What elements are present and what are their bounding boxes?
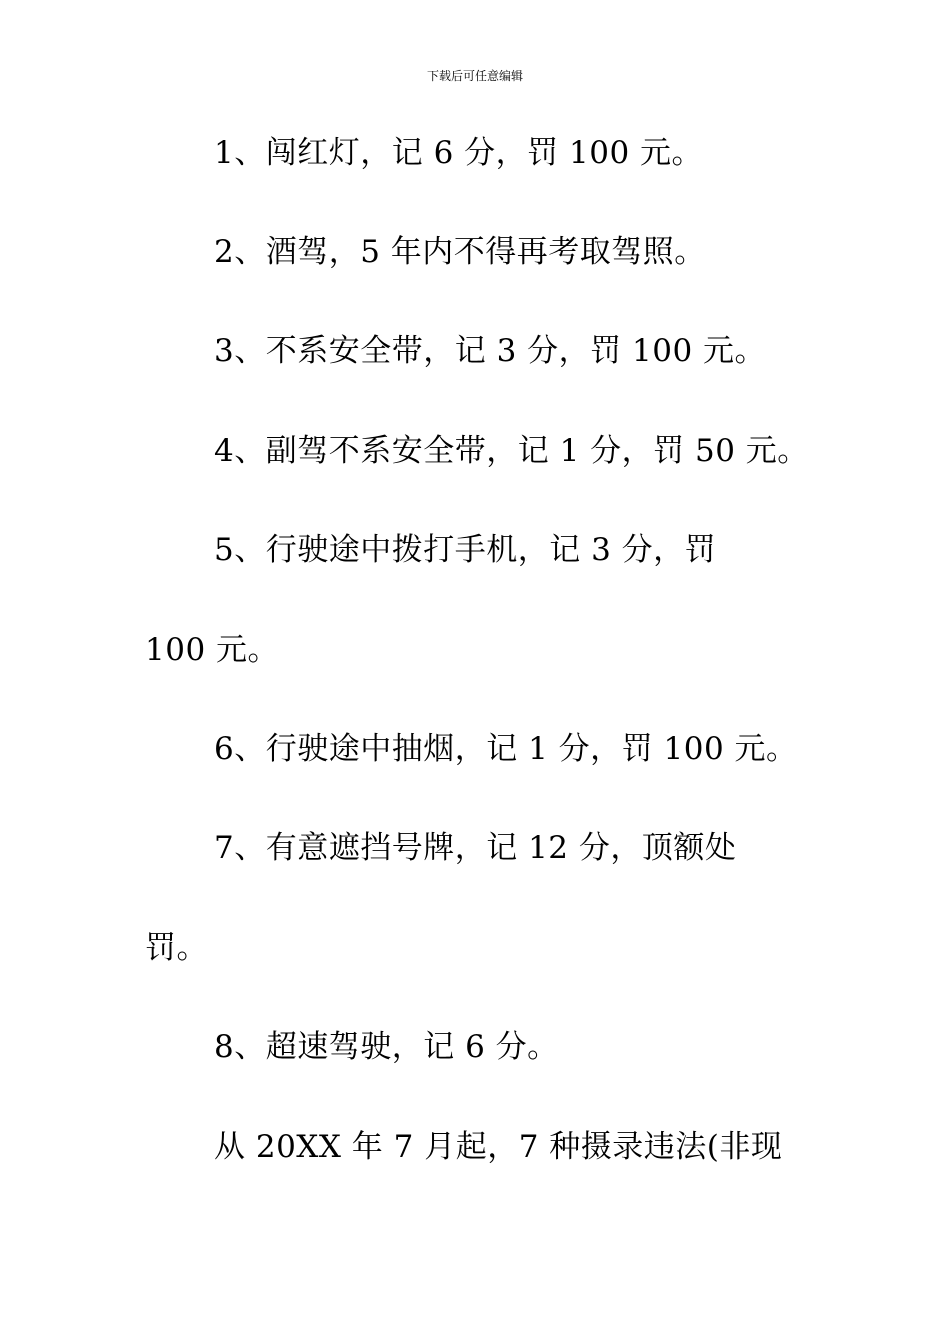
text-line-3: 3、不系安全带，记 3 分，罚 100 元。: [214, 333, 767, 369]
text-line-5: 5、行驶途中拨打手机，记 3 分，罚: [214, 532, 717, 568]
text-line-8: 8、超速驾驶，记 6 分。: [214, 1029, 559, 1065]
text-line-5-continued: 100 元。: [145, 632, 280, 668]
text-line-7: 7、有意遮挡号牌，记 12 分，顶额处: [214, 830, 737, 866]
text-line-4: 4、副驾不系安全带，记 1 分，罚 50 元。: [214, 433, 809, 469]
text-line-6: 6、行驶途中抽烟，记 1 分，罚 100 元。: [214, 731, 798, 767]
header-note: 下载后可任意编辑: [426, 69, 523, 83]
text-line-1: 1、闯红灯，记 6 分，罚 100 元。: [214, 135, 704, 171]
text-line-2: 2、酒驾，5 年内不得再考取驾照。: [214, 234, 706, 270]
text-line-7-continued: 罚。: [145, 930, 208, 966]
text-line-9: 从 20XX 年 7 月起，7 种摄录违法(非现: [214, 1129, 783, 1165]
